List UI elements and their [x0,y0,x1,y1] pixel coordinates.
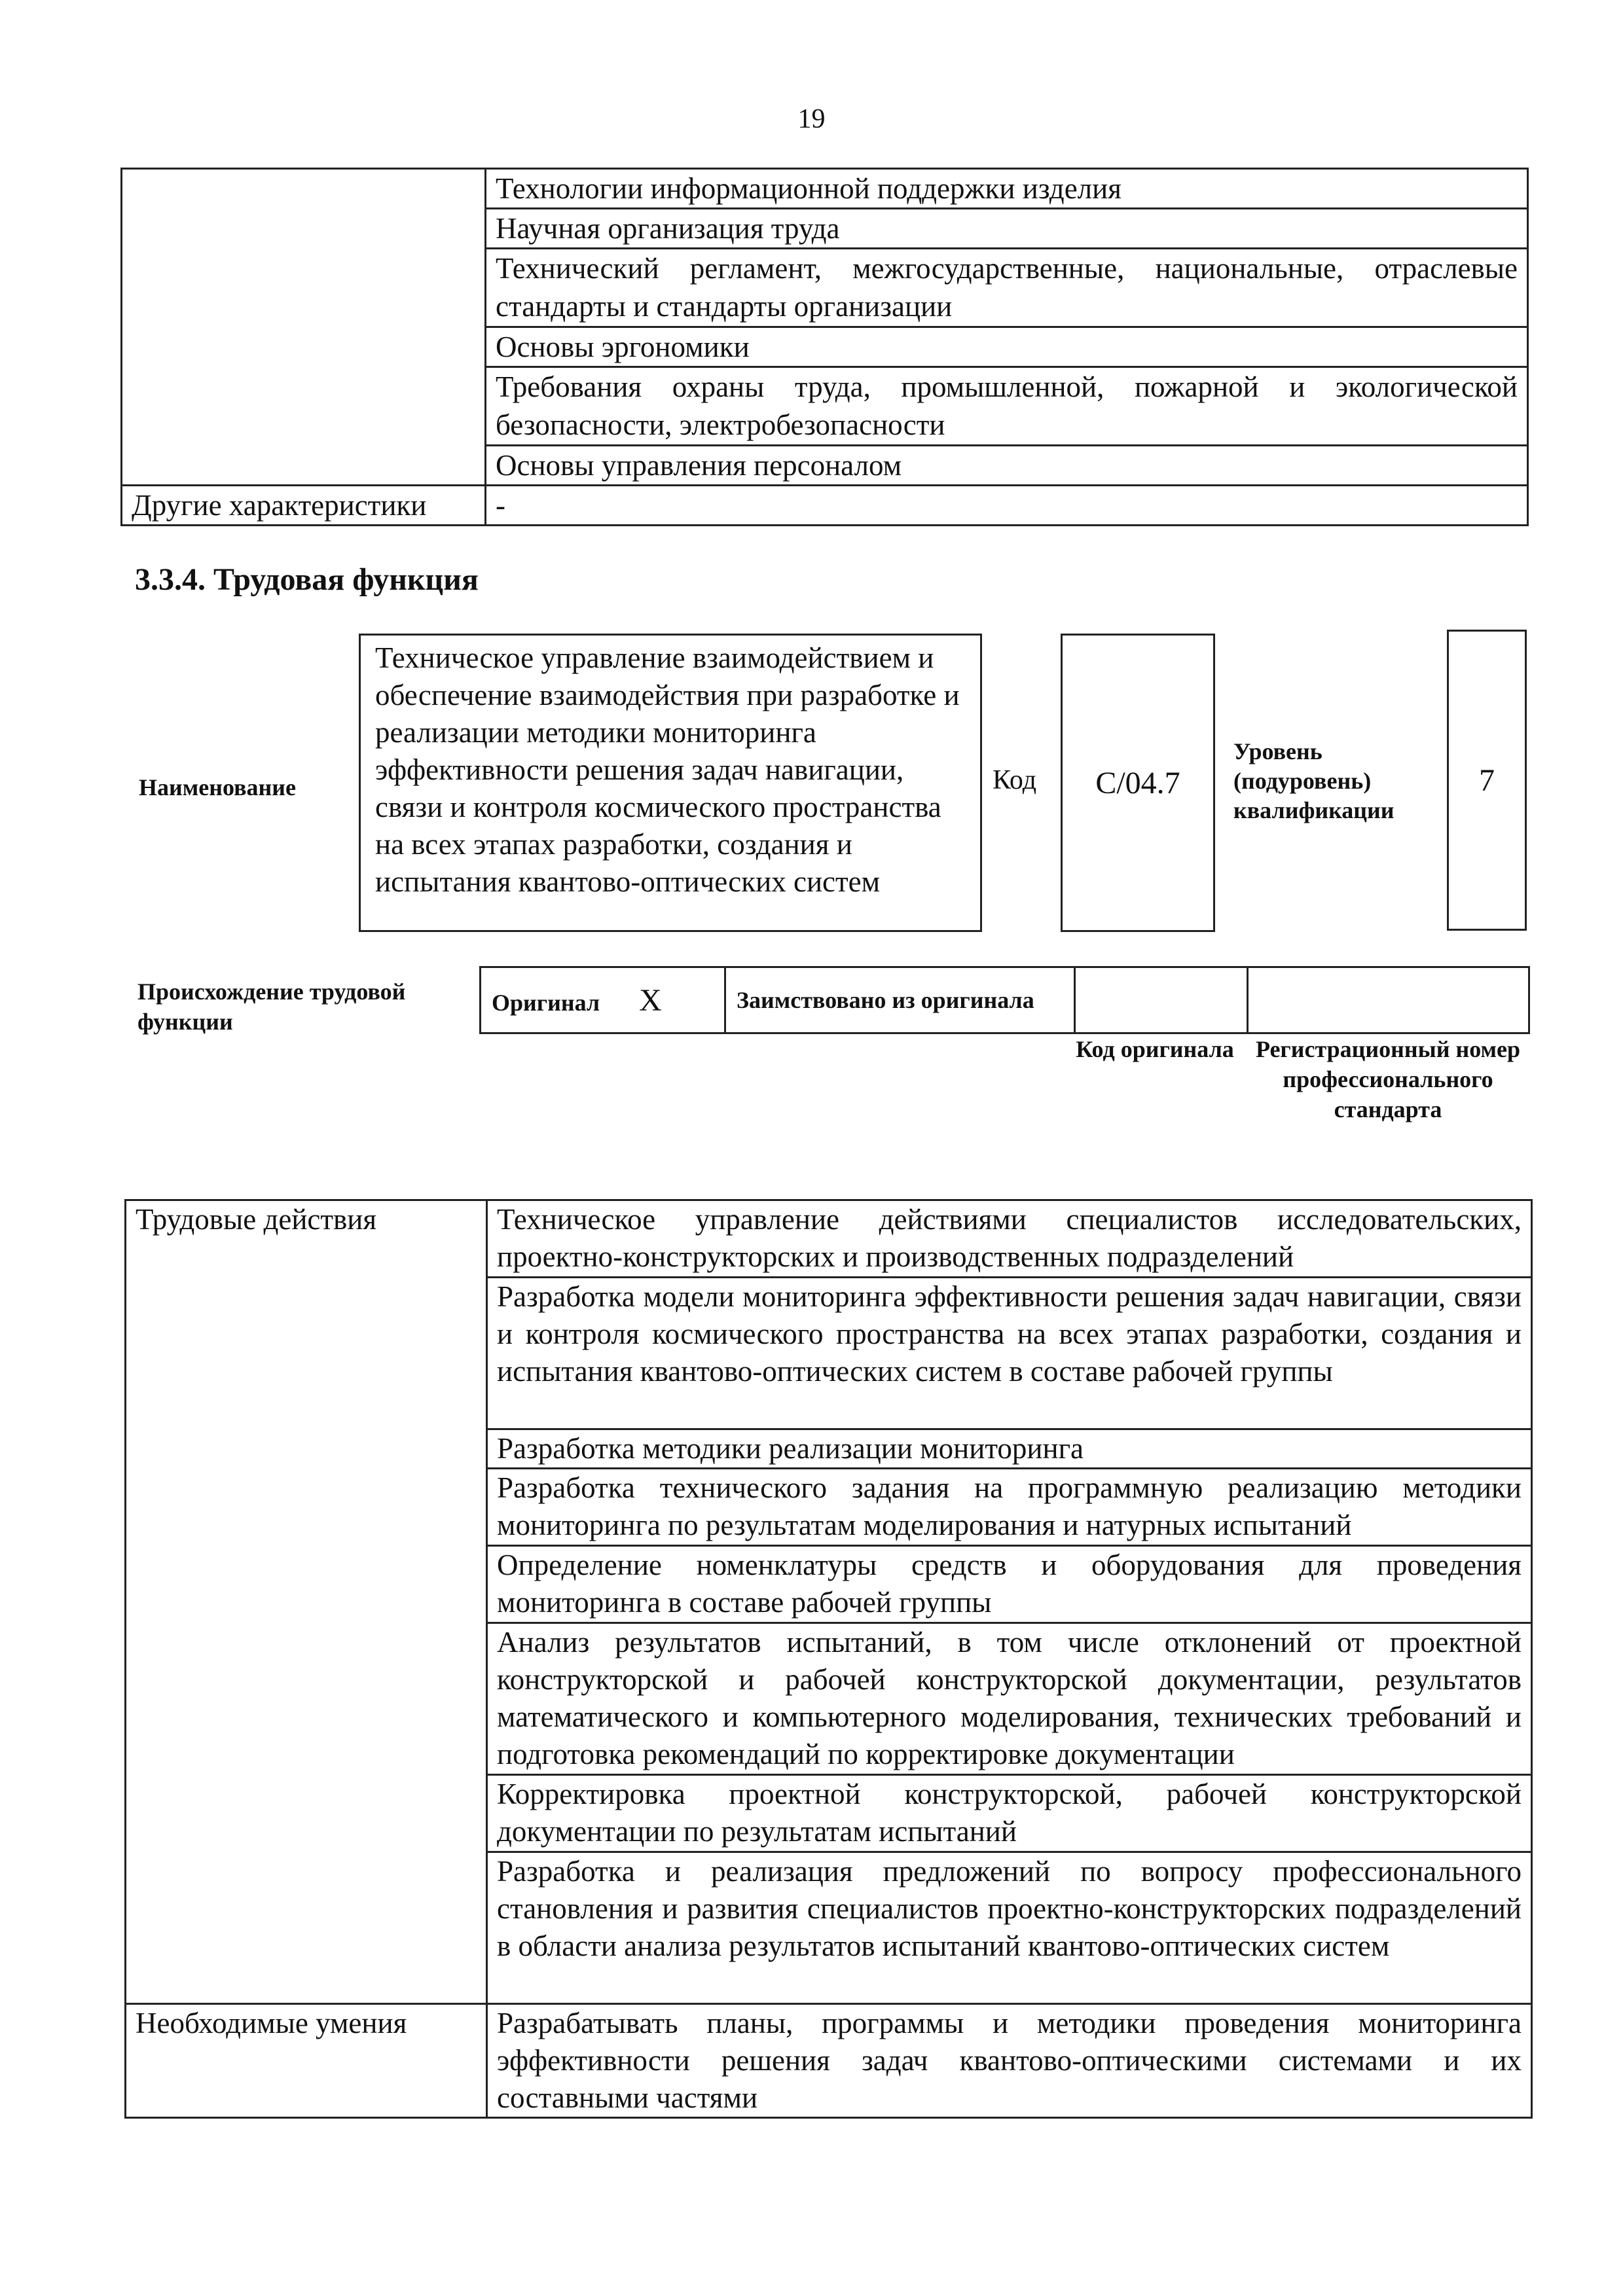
code-label: Код [993,765,1037,795]
labor-action-item: Разработка методики реализации мониторинга [487,1429,1532,1469]
original-cell [481,967,725,1033]
section-heading: 3.3.4. Трудовая функция [135,562,479,597]
code-value-box: C/04.7 [1061,634,1215,932]
skills-label: Необходимые умения [126,2004,487,2118]
knowledge-item: Технический регламент, межгосударственные, национальные, отраслевые стандарты и стандарты организации [486,249,1528,327]
qualification-level-label: Уровень (подуровень) квалификации [1233,738,1395,823]
origin-label: Происхождение трудовой функции [137,978,406,1035]
labor-action-item: Разработка технического задания на программную реализацию методики мониторинга по результатам моделирования и натурных испытаний [487,1469,1532,1546]
other-characteristics-value: - [486,486,1528,526]
qualification-level-box: 7 [1447,630,1527,931]
code-original-cell [1075,967,1248,1033]
knowledge-item: Требования охраны труда, промышленной, пожарной и экологической безопасности, электробезопасности [486,367,1528,446]
skill-item: Разрабатывать планы, программы и методики проведения мониторинга эффективности решения задач квантово-оптическими системами и их составными частями [487,2004,1532,2118]
knowledge-item: Технологии информационной поддержки изделия [486,169,1528,209]
name-label: Наименование [139,774,296,800]
origin-table [479,966,1530,1034]
labor-action-item: Техническое управление действиями специалистов исследовательских, проектно-конструкторских и производственных подразделений [487,1200,1532,1278]
borrowed-label: Заимствовано из оригинала [725,967,1075,1033]
reg-number-label: Регистрационный номер профессионального стандарта [1255,1036,1521,1122]
original-label: Оригинал [492,989,600,1016]
labor-action-item: Разработка и реализация предложений по вопросу профессионального становления и развития специалистов проектно-конструкторских подразделений в области анализа результатов испытаний квантово-оптических систем [487,1852,1532,2004]
knowledge-item: Основы эргономики [486,327,1528,367]
labor-actions-table [124,1199,1533,2119]
knowledge-table [120,168,1529,526]
function-name-box: Техническое управление взаимодействием и обеспечение взаимодействия при разработке и реализации методики мониторинга эффективности решения задач навигации, связи и контроля космического пространства на всех этапах разработки, создания и испытания квантово-оптических систем [359,634,982,932]
labor-action-item: Корректировка проектной конструкторской, рабочей конструкторской документации по результатам испытаний [487,1775,1532,1852]
page-number: 19 [797,104,826,134]
labor-action-item: Анализ результатов испытаний, в том числе отклонений от проектной конструкторской и рабочей конструкторской документации, результатов математического и компьютерного моделирования, технических требований и подготовка рекомендаций по корректировке документации [487,1623,1532,1775]
knowledge-label-cell [122,169,486,486]
reg-number-cell [1248,967,1529,1033]
labor-actions-label: Трудовые действия [126,1200,487,2004]
knowledge-item: Основы управления персоналом [486,446,1528,486]
labor-action-item: Определение номенклатуры средств и оборудования для проведения мониторинга в составе рабочей группы [487,1546,1532,1623]
code-original-label: Код оригинала [1076,1036,1234,1062]
knowledge-item: Научная организация труда [486,209,1528,249]
other-characteristics-label: Другие характеристики [122,486,486,526]
original-mark: X [639,982,662,1018]
labor-action-item: Разработка модели мониторинга эффективности решения задач навигации, связи и контроля космического пространства на всех этапах разработки, создания и испытания квантово-оптических систем в составе рабочей группы [487,1278,1532,1429]
